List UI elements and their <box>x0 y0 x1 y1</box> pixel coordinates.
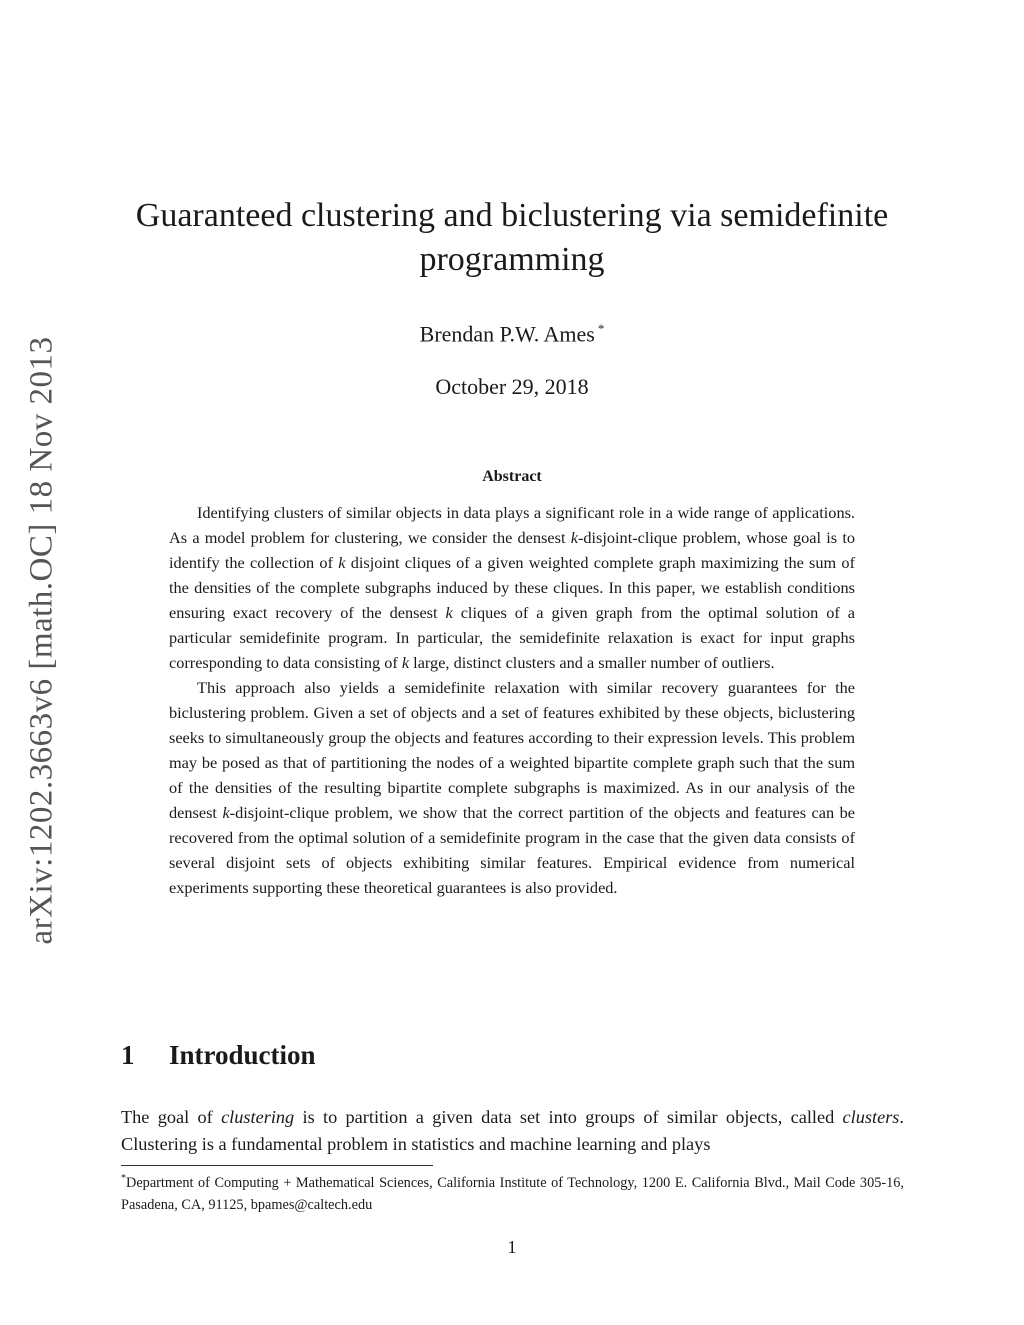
paper-title: Guaranteed clustering and biclustering via semidefinite programming <box>135 197 889 278</box>
intro-paragraph: The goal of clustering is to partition a given data set into groups of similar objects, called clusters. Clustering is a fundamental problem in statistics and machine learning and plays <box>121 1107 904 1154</box>
author-line <box>0 321 1024 347</box>
author-footnote-mark: * <box>597 321 605 336</box>
publication-date: October 29, 2018 <box>435 374 589 399</box>
section-title: Introduction <box>169 1040 316 1070</box>
abstract-heading: Abstract <box>482 468 542 485</box>
abstract-paragraph: This approach also yields a semidefinite relaxation with similar recovery guarantees for the biclustering problem. Given a set of objects and a set of features exhibited by these objects, biclustering seeks to simultaneously group the objects and features according to their expression levels. This problem may be posed as that of partitioning the nodes of a weighted bipartite complete graph such that the sum of the densities of the resulting bipartite complete subgraphs is maximized. As in our analysis of the densest k-disjoint-clique problem, we show that the correct partition of the objects and features can be recovered from the optimal solution of a semidefinite program in the case that the given data consists of several disjoint sets of objects exhibiting similar features. Empirical evidence from numerical experiments supporting these theoretical guarantees is also provided. <box>169 678 856 897</box>
abstract-body <box>169 500 855 900</box>
arxiv-identifier-text: arXiv:1202.3663v6 [math.OC] 18 Nov 2013 <box>23 336 60 944</box>
page-number: 1 <box>507 1237 517 1257</box>
footnote-text: Department of Computing + Mathematical Sciences, California Institute of Technology, 1200 E. California Blvd., Mail Code 305-16, Pasadena, CA, 91125, bpames@caltech.edu <box>121 1174 904 1213</box>
footnote <box>121 1168 904 1216</box>
author-name: Brendan P.W. Ames <box>419 321 595 347</box>
section-number: 1 <box>121 1040 135 1070</box>
arxiv-identifier-stamp <box>20 325 64 955</box>
footnote-mark: * <box>121 1173 126 1184</box>
section-heading <box>121 1040 316 1071</box>
footnote-divider <box>121 1165 433 1166</box>
abstract-paragraph: Identifying clusters of similar objects in data plays a significant role in a wide range of applications. As a model problem for clustering, we consider the densest k-disjoint-clique problem, whose goal is to identify the collection of k disjoint cliques of a given weighted complete graph maximizing the sum of the densities of the complete subgraphs induced by these cliques. In this paper, we establish conditions ensuring exact recovery of the densest k cliques of a given graph from the optimal solution of a particular semidefinite program. In particular, the semidefinite relaxation is exact for input graphs corresponding to data consisting of k large, distinct clusters and a smaller number of outliers. <box>169 503 855 672</box>
